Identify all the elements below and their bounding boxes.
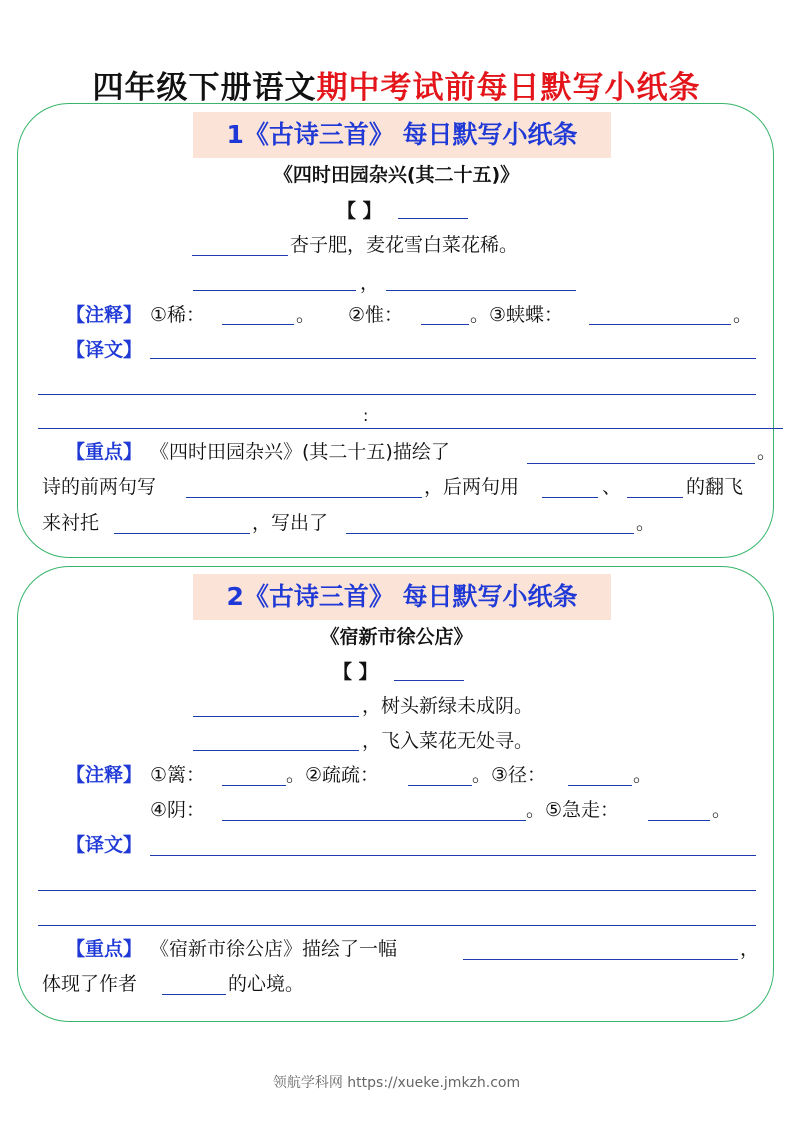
card2-translation-line3[interactable] <box>38 925 756 926</box>
card1-key-text2c: 、 <box>602 476 622 498</box>
footer-watermark: 领航学科网 https://xueke.jmkzh.com <box>272 1075 521 1091</box>
card1-key-blank6[interactable] <box>346 533 634 534</box>
card1-notes-label: 【注释】 <box>66 304 143 326</box>
card1-note3: 。③蛱蝶： <box>470 304 564 326</box>
card2-key-text2a: 体现了作者 <box>42 973 138 995</box>
card2-note4: ④阴： <box>150 799 206 821</box>
card1-line2-blank-b[interactable] <box>386 290 576 291</box>
card2-header: 2《古诗三首》 每日默写小纸条 <box>193 574 611 620</box>
card1-author-blank[interactable] <box>398 218 468 219</box>
card2-line2-text: ，飞入菜花无处寻。 <box>362 730 534 752</box>
card2-note3: 。③径： <box>472 764 547 786</box>
card1-key-blank1[interactable] <box>527 463 755 464</box>
card2-note1-blank[interactable] <box>222 785 286 786</box>
card2-note5-blank[interactable] <box>648 820 710 821</box>
card1-key-text3b: ，写出了 <box>252 512 329 534</box>
card2-translation-label: 【译文】 <box>66 834 143 856</box>
card1-key-label: 【重点】 <box>66 441 143 463</box>
card1-key-text3a: 来衬托 <box>42 512 100 534</box>
card1-key-blank5[interactable] <box>114 533 250 534</box>
card1-key-text2a: 诗的前两句写 <box>42 476 157 498</box>
card1-header: 1《古诗三首》 每日默写小纸条 <box>193 112 611 158</box>
card1-translation-line3[interactable] <box>38 428 783 429</box>
card1-key-period: 。 <box>757 441 777 463</box>
card2-note5: 。⑤急走： <box>526 799 620 821</box>
card1-key-blank4[interactable] <box>627 497 683 498</box>
card1-note1-end: 。 <box>296 304 316 326</box>
card2-key-text1: 《宿新市徐公店》描绘了一幅 <box>150 938 398 960</box>
card2-line1-blank[interactable] <box>193 716 359 717</box>
card2-note2: 。②疏疏： <box>286 764 380 786</box>
card2-key-text2b: 的心境。 <box>228 973 305 995</box>
page-title: 四年级下册语文期中考试前每日默写小纸条 <box>92 70 701 106</box>
card1-note2-blank[interactable] <box>421 324 469 325</box>
card2-note2-blank[interactable] <box>408 785 472 786</box>
card1-translation-line1[interactable] <box>150 358 756 359</box>
card2-translation-line1[interactable] <box>150 855 756 856</box>
card1-key-text2b: ，后两句用 <box>424 476 520 498</box>
card2-note3-blank[interactable] <box>568 785 632 786</box>
card2-note3-end: 。 <box>633 764 653 786</box>
card1-note2: ②惟： <box>348 304 404 326</box>
card1-key-blank2[interactable] <box>186 497 422 498</box>
card1-key-text1: 《四时田园杂兴》(其二十五)描绘了 <box>150 441 450 463</box>
card2-key-comma: ， <box>740 938 760 960</box>
card1-note3-blank[interactable] <box>589 324 731 325</box>
card2-notes-label: 【注释】 <box>66 764 143 786</box>
card1-poem-title: 《四时田园杂兴(其二十五)》 <box>273 164 520 186</box>
card2-line1-text: ，树头新绿未成阴。 <box>362 695 534 717</box>
card1-line1-blank[interactable] <box>192 255 288 256</box>
card1-key-text3c: 。 <box>636 512 656 534</box>
card1-translation-line2[interactable] <box>38 394 756 395</box>
card2-translation-line2[interactable] <box>38 890 756 891</box>
card2-key-blank1[interactable] <box>463 959 738 960</box>
card1-note1: ①稀： <box>150 304 206 326</box>
card1-line1-text: 杏子肥，麦花雪白菜花稀。 <box>290 234 519 256</box>
card2-line2-blank[interactable] <box>193 750 359 751</box>
card2-poem-title: 《宿新市徐公店》 <box>320 626 473 648</box>
card2-author-bracket: 【 】 <box>333 661 378 683</box>
card2-author-blank[interactable] <box>394 680 464 681</box>
card2-key-label: 【重点】 <box>66 938 143 960</box>
card1-note1-blank[interactable] <box>222 324 294 325</box>
card1-line2-blank-a[interactable] <box>193 290 356 291</box>
card2-note5-end: 。 <box>712 799 732 821</box>
card2-key-blank2[interactable] <box>162 994 226 995</box>
card2-note4-blank[interactable] <box>222 820 526 821</box>
card1-translation-label: 【译文】 <box>66 339 143 361</box>
card2-note1: ①篱： <box>150 764 206 786</box>
card1-key-text2d: 的翻飞 <box>686 476 744 498</box>
card1-author-bracket: 【 】 <box>337 200 382 222</box>
card1-line2-comma: ， <box>360 272 380 294</box>
card1-key-blank3[interactable] <box>542 497 598 498</box>
card1-note3-end: 。 <box>733 304 753 326</box>
card1-colon-mark: : <box>363 406 369 425</box>
